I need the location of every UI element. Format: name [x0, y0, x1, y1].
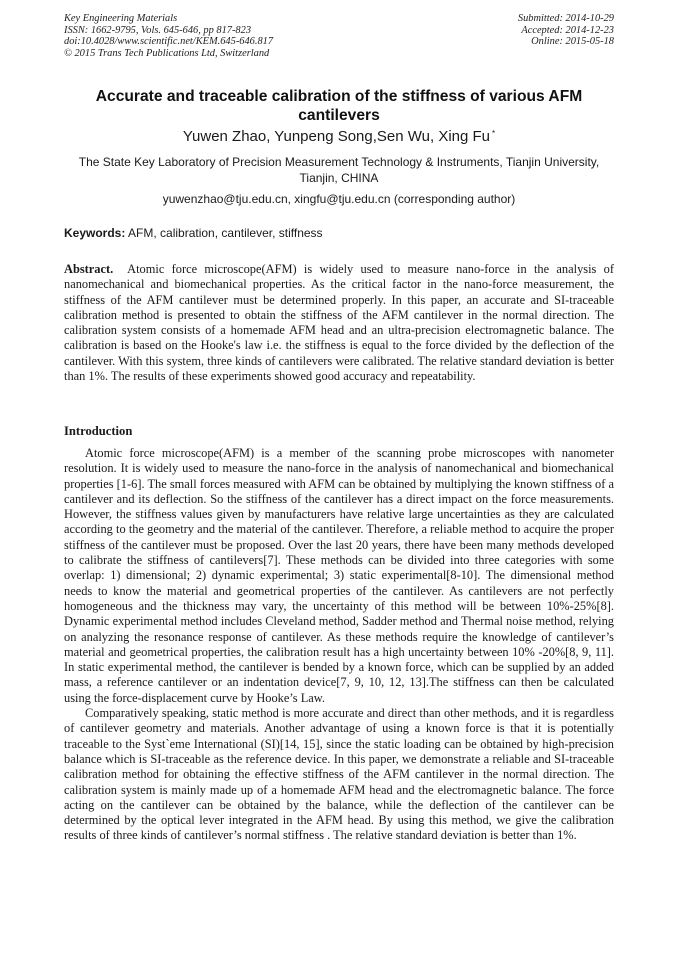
corresponding-marker: *: [492, 129, 496, 138]
keywords-label: Keywords:: [64, 226, 126, 240]
author-names: Yuwen Zhao, Yunpeng Song,Sen Wu, Xing Fu: [182, 128, 491, 145]
keywords-text: AFM, calibration, cantilever, stiffness: [128, 226, 323, 240]
intro-paragraph: Comparatively speaking, static method is more accurate and direct than other methods, and it is regardless of cantilever geometry and materials. Another advantage of using a known force is that it is potentially traceable to the Syst`eme International (SI)[14, 15], since the static loading can be obtained by high-precision balance which is SI-traceable as the reference device. In this paper, we demonstrate a reliable and SI-traceable calibration method for obtaining the effective stiffness of the AFM cantilever in the normal direction. The calibration system is mainly made up of a homemade AFM head and the electromagnetic balance. The force acting on the cantilever can be obtained by the balance, while the deflection of the cantilever can be determined by the optical lever integrated in the AFM head. By using this method, we give the calibration results of three kinds of cantilever’s normal stiffness . The relative standard deviation is better than 1%.: [64, 706, 614, 843]
section-heading-introduction: Introduction: [64, 424, 133, 438]
author-list: [64, 128, 614, 148]
abstract-label: Abstract.: [64, 262, 114, 276]
issn-line: ISSN: 1662-9795, Vols. 645-646, pp 817-823: [64, 24, 252, 36]
submitted-date: Submitted: 2014-10-29: [517, 13, 614, 24]
introduction-body: [64, 446, 614, 844]
accepted-date: Accepted: 2014-12-23: [521, 24, 614, 36]
journal-info: [64, 13, 273, 59]
intro-paragraph: Atomic force microscope(AFM) is a member of the scanning probe microscopes with nanometer resolution. It is widely used to measure the nano-force in the analysis of nanomechanical and biomechanical properties [1-6]. The small forces measured with AFM can be obtained by multiplying the known stiffness of a cantilever and its deflection. So the stiffness of the cantilever has a direct impact on the force measurements. However, the stiffness values given by manufacturers have relative large uncertainties as they are calculated according to the geometry and the material of the cantilever. Therefore, a reliable method to acquire the proper stiffness of the cantilever must be proposed. Over the last 20 years, there have been many methods developed to calibrate the stiffness of cantilevers[7]. These methods can be divided into three categories with some overlap: 1) dimensional; 2) dynamic experimental; 3) static experimental[8-10]. The dimensional method needs to know the material and geometrical properties of the cantilever. As cantilevers are not perfectly homogeneous and the thickness may vary, the uncertainty of this method will be between 10%-25%[8]. Dynamic experimental method includes Cleveland method, Sadder method and Thermal noise method, relying on analyzing the resonance response of cantilever. As these methods require the knowledge of cantilever’s material and geometrical properties, the calibration result has a high uncertainty between 10% -20%[8, 9, 11]. In static experimental method, the cantilever is bended by a known force, which can be supplied by an added mass, a reference cantilever or an indentation device[7, 9, 10, 12, 13].The stiffness can then be calculated using the force-displacement curve by Hooke’s Law.: [64, 446, 614, 705]
journal-name: Key Engineering Materials: [64, 13, 178, 24]
keywords: [64, 226, 614, 241]
doi-line: doi:10.4028/www.scientific.net/KEM.645-646.817: [64, 36, 274, 48]
affiliation: The State Key Laboratory of Precision Measurement Technology & Instruments, Tianjin University, Tianjin, CHINA: [78, 155, 600, 185]
paper-title: Accurate and traceable calibration of the stiffness of various AFM cantilevers: [95, 88, 583, 124]
author-emails: yuwenzhao@tju.edu.cn, xingfu@tju.edu.cn (corresponding author): [162, 192, 516, 206]
abstract-text: Atomic force microscope(AFM) is widely used to measure nano-force in the analysis of nanomechanical and biomechanical properties. As the critical factor in the nano-force measurement, the stiffness of the AFM cantilever must be determined properly. In this paper, an accurate and SI-traceable calibration method is presented to obtain the stiffness of the AFM cantilever in the normal direction. The calibration system consists of a homemade AFM head and an ultra-precision electromagnetic balance. The calibration is based on the Hooke's law i.e. the stiffness is equal to the force divided by the deflection of the cantilever. With this system, three kinds of cantilevers were calibrated. The relative standard deviation is better than 1%. The results of these experiments showed good accuracy and repeatability.: [64, 262, 614, 384]
copyright-line: © 2015 Trans Tech Publications Ltd, Switzerland: [64, 47, 270, 59]
submission-dates: [518, 13, 614, 48]
abstract: [64, 262, 614, 384]
online-date: Online: 2015-05-18: [531, 36, 614, 48]
